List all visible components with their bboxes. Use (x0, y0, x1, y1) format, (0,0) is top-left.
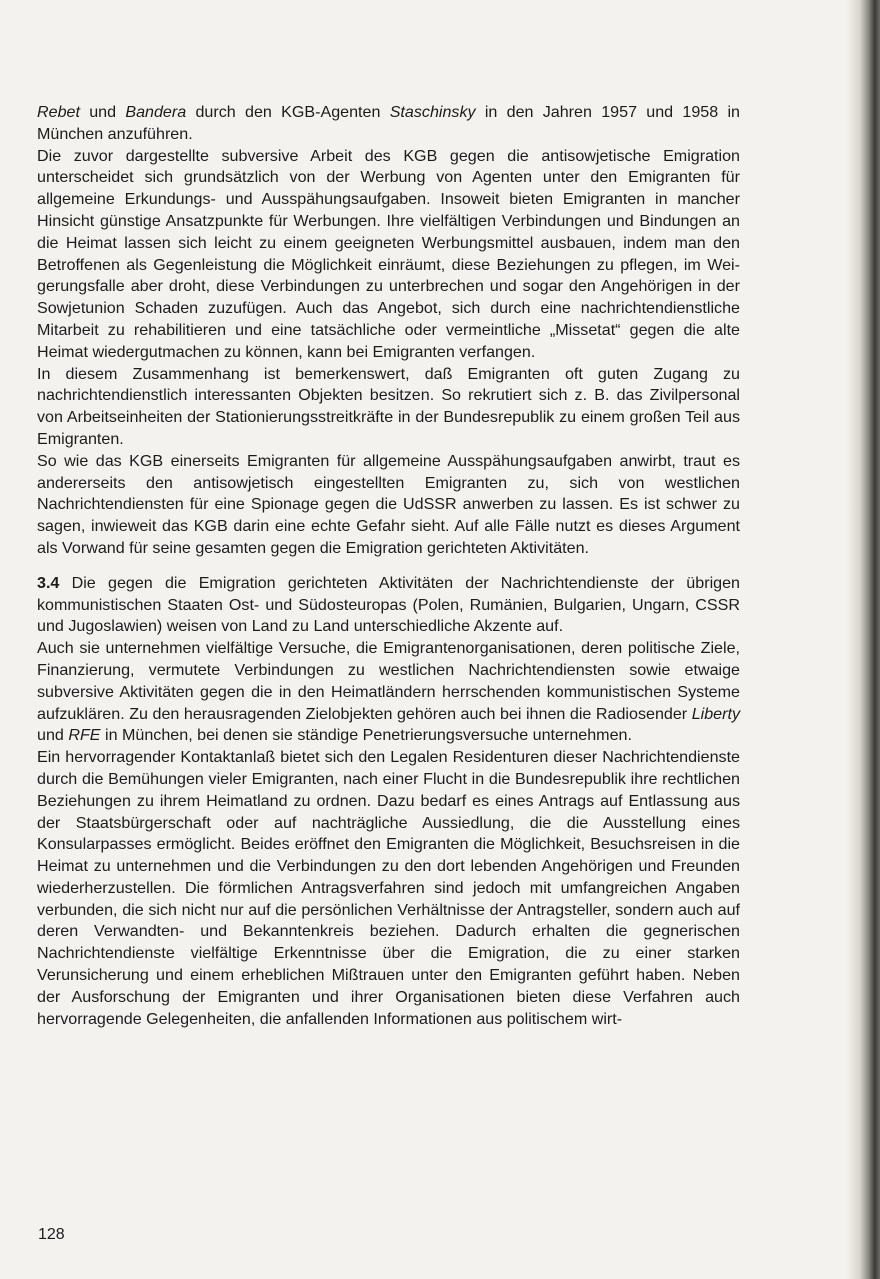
page-number: 128 (38, 1226, 65, 1243)
text-run: in München, bei denen sie ständige Penetrierungsversuche unternehmen. (100, 726, 632, 745)
paragraph (37, 638, 740, 747)
text-run: in den Jahren 1957 und 1958 in München anzuführen. (37, 103, 740, 143)
book-spine-shadow (846, 0, 880, 1279)
paragraph (37, 146, 740, 364)
text-run: und (79, 103, 126, 121)
paragraph (37, 364, 740, 451)
paragraph (37, 573, 740, 638)
paragraph (37, 102, 740, 146)
text-run: Auch sie unternehmen vielfältige Versuche, die Emigrantenorganisationen, deren politische Ziele, Finanzierung, vermutete Verbindungen zu westlichen Nachrichtendiensten sowie etwaige subversive Aktivitäten gegen die in den Heimatländern herrschenden kommunistischen Systeme aufzuklären. Zu den herausragenden Zielobjekten gehören auch bei ihnen die Radiosender (37, 639, 740, 723)
paragraph (37, 747, 740, 1030)
page-text-body (37, 102, 740, 1030)
italic-term: Bandera (125, 103, 187, 121)
text-run: durch den KGB-Agenten (186, 103, 390, 121)
italic-term: Liberty (691, 704, 740, 723)
section-number: 3.4 (37, 573, 60, 592)
italic-term: RFE (68, 726, 101, 745)
italic-term: Rebet (37, 103, 80, 121)
text-run: Die gegen die Emigration gerichteten Aktivitäten der Nachrichtendienste der übrigen kommunistischen Staaten Ost- und Südosteuropas (Polen, Rumänien, Bulgarien, Ungarn, CSSR und Jugoslawien) weisen von Land zu Land unterschiedliche Akzente auf. (37, 573, 740, 636)
paragraph (37, 451, 740, 560)
text-run: und (37, 726, 69, 745)
text-run: Die zuvor dargestellte subversive Arbeit des KGB gegen die antisowjetische Emigration unterscheidet sich grundsätzlich von der Werbung von Agenten unter den Emigranten für allgemeine Erkundungs- und Ausspähungsaufgaben. Insoweit bieten Emigranten in mancher Hinsicht günstige Ansatzpunkte für Werbungen. Ihre vielfältigen Verbindungen und Bindungen an die Heimat lassen sich leicht zu einem geeigneten Werbungsmittel ausbauen, indem man den Betroffenen als Gegenleistung die Möglichkeit einräumt, diese Beziehungen zu pflegen, im Weigerungsfalle aber droht, diese Verbindungen zu unterbrechen und sogar den Angehörigen in der Sowjetunion Schaden zuzufügen. Auch das Angebot, sich durch eine nachrichtendienstliche Mitarbeit zu rehabilitieren und eine tatsächliche oder vermeintliche „Missetat“ gegen die alte Heimat wiedergutmachen zu können, kann bei Emigranten verfangen. (37, 146, 740, 361)
italic-term: Staschinsky (389, 103, 476, 121)
text-run: In diesem Zusammenhang ist bemerkenswert, daß Emigranten oft guten Zugang zu nachrichtendienstlich interessanten Objekten besitzen. So rekrutiert sich z. B. das Zivilpersonal von Arbeitseinheiten der Stationierungsstreitkräfte in der Bundesrepublik zu einem großen Teil aus Emigranten. (37, 364, 740, 448)
text-run: Ein hervorragender Kontaktanlaß bietet sich den Legalen Residenturen dieser Nachrichtendienste durch die Bemühungen vieler Emigranten, nach einer Flucht in die Bundesrepublik ihre rechtlichen Beziehungen zu ihrem Heimatland zu ordnen. Dazu bedarf es eines Antrags auf Entlassung aus der Staatsbürgerschaft oder auf nachträgliche Aussiedlung, die die Ausstellung eines Konsularpasses ermöglicht. Beides eröffnet den Emigranten die Möglichkeit, Besuchsreisen in die Heimat zu unternehmen und die Verbindungen zu den dort lebenden Angehörigen und Freunden wiederherzustellen. Die förmlichen Antragsverfahren sind jedoch mit umfangreichen Angaben verbunden, die sich nicht nur auf die persönlichen Verhältnisse der Antragsteller, sondern auch auf deren Verwandten- und Bekanntenkreis beziehen. Dadurch erhalten die gegnerischen Nachrichtendienste vielfältige Erkenntnisse über die Emigration, die zu einer starken Verunsicherung und einem erheblichen Mißtrauen unter den Emigranten geführt haben. Neben der Ausforschung der Emigranten und ihrer Organisationen bieten diese Verfahren auch hervorragende Gelegenheiten, die anfallenden Informationen aus politischem wirt- (37, 748, 740, 1028)
text-run: So wie das KGB einerseits Emigranten für allgemeine Ausspähungsaufgaben anwirbt, traut es andererseits den antisowjetisch eingestellten Emigranten zu, sich von westlichen Nachrichtendiensten für eine Spionage gegen die UdSSR anwerben zu lassen. Es ist schwer zu sagen, inwieweit das KGB darin eine echte Gefahr sieht. Auf alle Fälle nutzt es dieses Argument als Vorwand für seine gesamten gegen die Emigration gerichteten Aktivitäten. (37, 451, 740, 557)
